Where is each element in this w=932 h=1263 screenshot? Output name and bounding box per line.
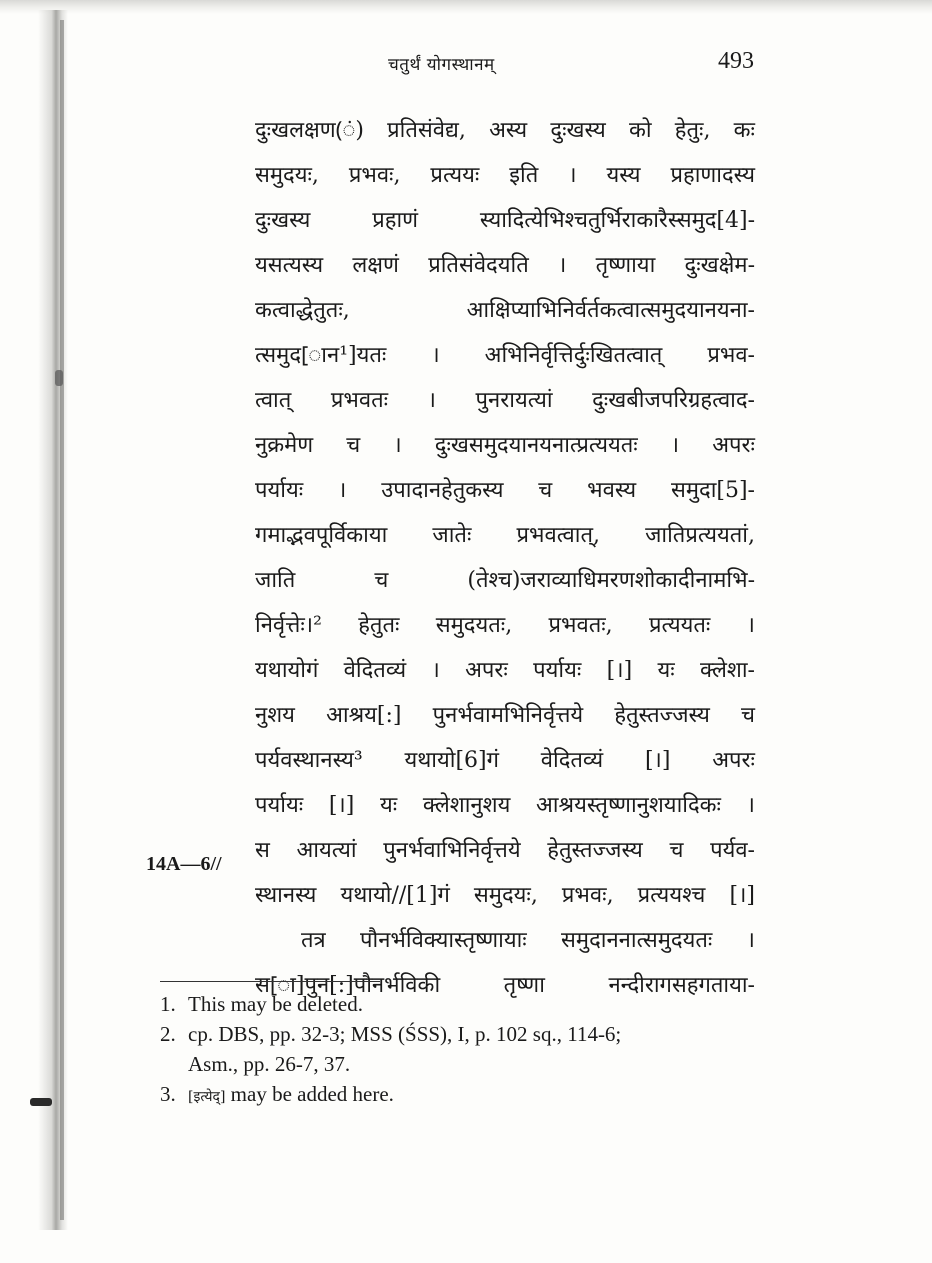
text-line: नुशय आश्रय[:] पुनर्भवामभिनिर्वृत्तये हेतुस्तज्जस्य च <box>255 703 755 728</box>
text-line: नुक्रमेण च । दुःखसमुदयानयनात्प्रत्ययतः । अपरः <box>255 433 755 458</box>
text-line: त्समुद[ान¹]यतः । अभिनिर्वृत्तिर्दुःखितत्वात् प्रभव- <box>255 343 755 368</box>
text-line: जाति च (तेश्च)जराव्याधिमरणशोकादीनामभि- <box>255 568 755 593</box>
footnote-number: 1. <box>160 992 176 1016</box>
footnote-text-rest: may be added here. <box>225 1082 394 1106</box>
footnote-1 <box>160 989 760 1019</box>
text-line: यसत्यस्य लक्षणं प्रतिसंवेदयति । तृष्णाया दुःखक्षेम- <box>255 253 755 278</box>
body-text <box>255 108 755 1008</box>
text-line: यथायोगं वेदितव्यं । अपरः पर्यायः [।] यः क्लेशा- <box>255 658 755 683</box>
page-number: 493 <box>718 48 754 74</box>
text-line-indented: तत्र पौनर्भविक्यास्तृष्णायाः समुदाननात्समुदयतः । <box>301 928 755 953</box>
text-line: पर्यायः [।] यः क्लेशानुशय आश्रयस्तृष्णानुशयादिकः । <box>255 793 755 818</box>
footnote-text <box>188 1079 760 1112</box>
text-line: गमाद्भवपूर्विकाया जातेः प्रभवत्वात्, जातिप्रत्ययतां, <box>255 523 755 548</box>
footnote-text-line: Asm., pp. 26-7, 37. <box>188 1052 351 1076</box>
footnote-2 <box>160 1019 760 1079</box>
footnote-text: This may be deleted. <box>188 992 363 1016</box>
running-head: चतुर्थं योगस्थानम् <box>388 55 495 75</box>
footnote-devanagari: [इत्येद्] <box>188 1089 226 1105</box>
text-line: समुदयः, प्रभवः, प्रत्ययः इति । यस्य प्रहाणादस्य <box>255 163 755 188</box>
scan-artifact-mark <box>55 370 63 386</box>
scan-artifact-mark-lower <box>30 1098 52 1106</box>
text-line: त्वात् प्रभवतः । पुनरायत्यां दुःखबीजपरिग्रहत्वाद- <box>255 388 755 413</box>
footnote-number: 2. <box>160 1022 176 1046</box>
text-line: स आयत्यां पुनर्भवाभिनिर्वृत्तये हेतुस्तज्जस्य च पर्यव- <box>255 838 755 863</box>
binding-line <box>60 20 64 1220</box>
footnote-text <box>188 1019 760 1079</box>
footnote-3 <box>160 1079 760 1112</box>
footnote-rule <box>160 981 380 982</box>
text-line: दुःखस्य प्रहाणं स्यादित्येभिश्चतुर्भिराकारैस्समुद[4]- <box>255 208 755 233</box>
text-line: कत्वाद्धेतुतः, आक्षिप्याभिनिर्वर्तकत्वात्समुदयानयना- <box>255 298 755 323</box>
text-line: स्थानस्य यथायो//[1]गं समुदयः, प्रभवः, प्रत्ययश्च [।] <box>255 883 755 908</box>
page-top-edge-shadow <box>0 0 932 14</box>
text-line: पर्यवस्थानस्य³ यथायो[6]गं वेदितव्यं [।] अपरः <box>255 748 755 773</box>
footnote-text-line: cp. DBS, pp. 32-3; MSS (ŚSS), I, p. 102 sq., 114-6; <box>188 1022 622 1046</box>
margin-folio-note: 14A—6// <box>146 853 222 875</box>
footnotes <box>160 989 760 1112</box>
footnote-number: 3. <box>160 1082 176 1106</box>
text-line: स[ा]पुन[:]पौनर्भविकी तृष्णा नन्दीरागसहगताया- <box>255 973 755 998</box>
text-line: दुःखलक्षण(ं) प्रतिसंवेद्य, अस्य दुःखस्य को हेतुः, कः <box>255 118 755 143</box>
text-line: निर्वृत्तेः।² हेतुतः समुदयतः, प्रभवतः, प्रत्ययतः । <box>255 613 755 638</box>
text-line: पर्यायः । उपादानहेतुकस्य च भवस्य समुदा[5]- <box>255 478 755 503</box>
